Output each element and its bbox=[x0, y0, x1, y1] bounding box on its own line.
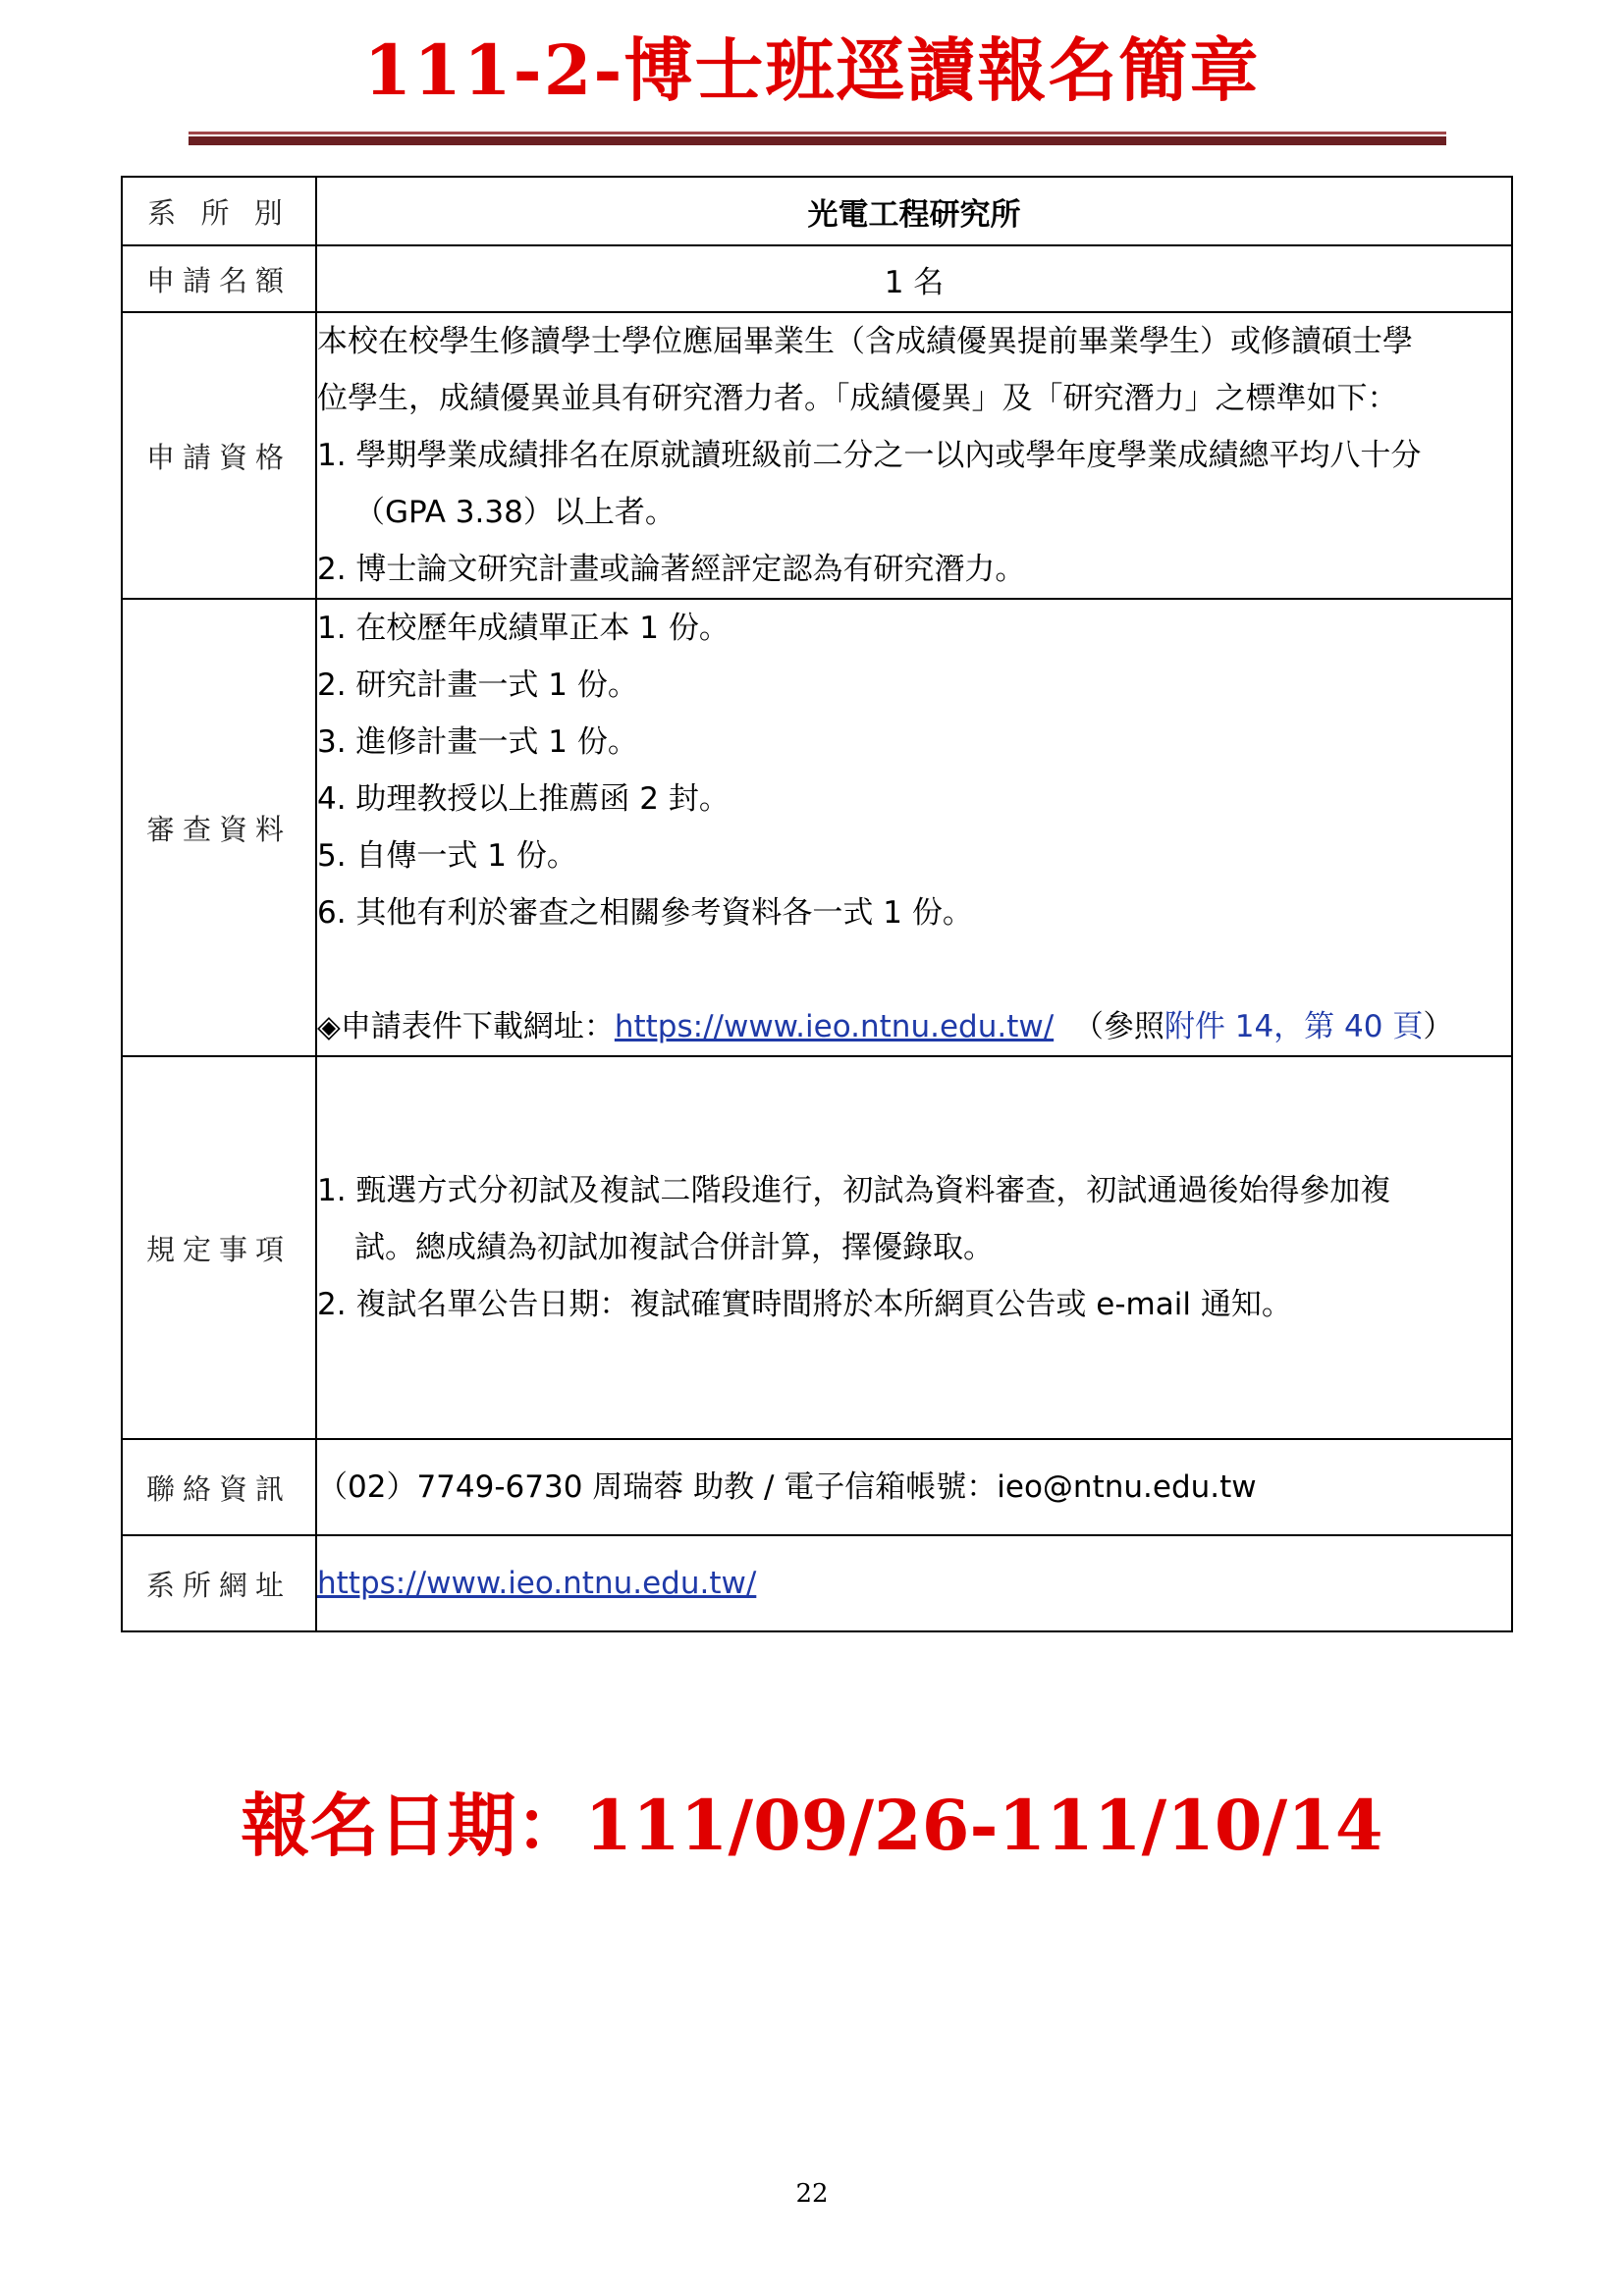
rules-line: 試。總成績為初試加複試合併計算，擇優錄取。 bbox=[354, 1230, 994, 1265]
review-item: 3. 進修計畫一式 1 份。 bbox=[317, 724, 638, 760]
rules-value bbox=[316, 1056, 1512, 1439]
page-title: 111-2-博士班逕讀報名簡章 bbox=[363, 29, 1261, 111]
registration-dates: 報名日期：111/09/26-111/10/14 bbox=[241, 1785, 1383, 1866]
review-label: 審查資料 bbox=[122, 599, 316, 1056]
review-item: 4. 助理教授以上推薦函 2 封。 bbox=[317, 781, 730, 817]
row-dept bbox=[122, 177, 1512, 245]
eligibility-label: 申請資格 bbox=[122, 312, 316, 599]
download-line bbox=[317, 998, 1511, 1055]
row-review bbox=[122, 599, 1512, 1056]
contact-text: （02）7749-6730 周瑞蓉 助教 / 電子信箱帳號：ieo@ntnu.edu.tw bbox=[317, 1469, 1257, 1505]
review-item: 6. 其他有利於審查之相關參考資料各一式 1 份。 bbox=[317, 895, 973, 931]
eligibility-line: 1. 學期學業成績排名在原就讀班級前二分之一以內或學年度學業成績總平均八十分 bbox=[317, 438, 1422, 473]
download-link[interactable]: https://www.ieo.ntnu.edu.tw/ bbox=[614, 1009, 1055, 1044]
rules-line: 2. 複試名單公告日期：複試確實時間將於本所網頁公告或 e-mail 通知。 bbox=[317, 1287, 1292, 1322]
ref-link[interactable]: 附件 14，第 40 頁 bbox=[1164, 1009, 1424, 1044]
title-divider bbox=[189, 132, 1446, 145]
rules-line: 1. 甄選方式分初試及複試二階段進行，初試為資料審查，初試通過後始得參加複 bbox=[317, 1173, 1391, 1208]
eligibility-line: （GPA 3.38）以上者。 bbox=[354, 495, 676, 530]
row-quota bbox=[122, 245, 1512, 312]
title-divider-thin bbox=[189, 132, 1446, 134]
ref-close: ） bbox=[1423, 1009, 1454, 1044]
quota-value: 1 名 bbox=[316, 245, 1512, 312]
website-link[interactable]: https://www.ieo.ntnu.edu.tw/ bbox=[317, 1566, 757, 1601]
contact-label: 聯絡資訊 bbox=[122, 1439, 316, 1535]
dept-value: 光電工程研究所 bbox=[316, 177, 1512, 245]
eligibility-line: 位學生，成績優異並具有研究潛力者。「成績優異」及「研究潛力」之標準如下： bbox=[317, 381, 1398, 416]
website-value bbox=[316, 1535, 1512, 1631]
eligibility-line: 本校在校學生修讀學士學位應屆畢業生（含成績優異提前畢業學生）或修讀碩士學 bbox=[317, 324, 1413, 359]
row-eligibility bbox=[122, 312, 1512, 599]
row-contact bbox=[122, 1439, 1512, 1535]
ref-open: （參照 bbox=[1072, 1009, 1164, 1044]
eligibility-line: 2. 博士論文研究計畫或論著經評定認為有研究潛力。 bbox=[317, 552, 1026, 587]
download-prefix: ◈申請表件下載網址： bbox=[317, 1009, 615, 1044]
rules-label: 規定事項 bbox=[122, 1056, 316, 1439]
quota-label: 申請名額 bbox=[122, 245, 316, 312]
row-website bbox=[122, 1535, 1512, 1631]
website-label: 系所網址 bbox=[122, 1535, 316, 1631]
admission-table bbox=[121, 176, 1513, 1632]
spacer bbox=[317, 941, 1511, 998]
page-number: 22 bbox=[795, 2179, 829, 2209]
dept-label: 系 所 別 bbox=[122, 177, 316, 245]
review-item: 1. 在校歷年成績單正本 1 份。 bbox=[317, 611, 730, 646]
contact-value bbox=[316, 1439, 1512, 1535]
title-divider-thick bbox=[189, 136, 1446, 145]
review-item: 5. 自傳一式 1 份。 bbox=[317, 838, 577, 874]
review-value bbox=[316, 599, 1512, 1056]
review-item: 2. 研究計畫一式 1 份。 bbox=[317, 667, 638, 703]
row-rules bbox=[122, 1056, 1512, 1439]
eligibility-value bbox=[316, 312, 1512, 599]
